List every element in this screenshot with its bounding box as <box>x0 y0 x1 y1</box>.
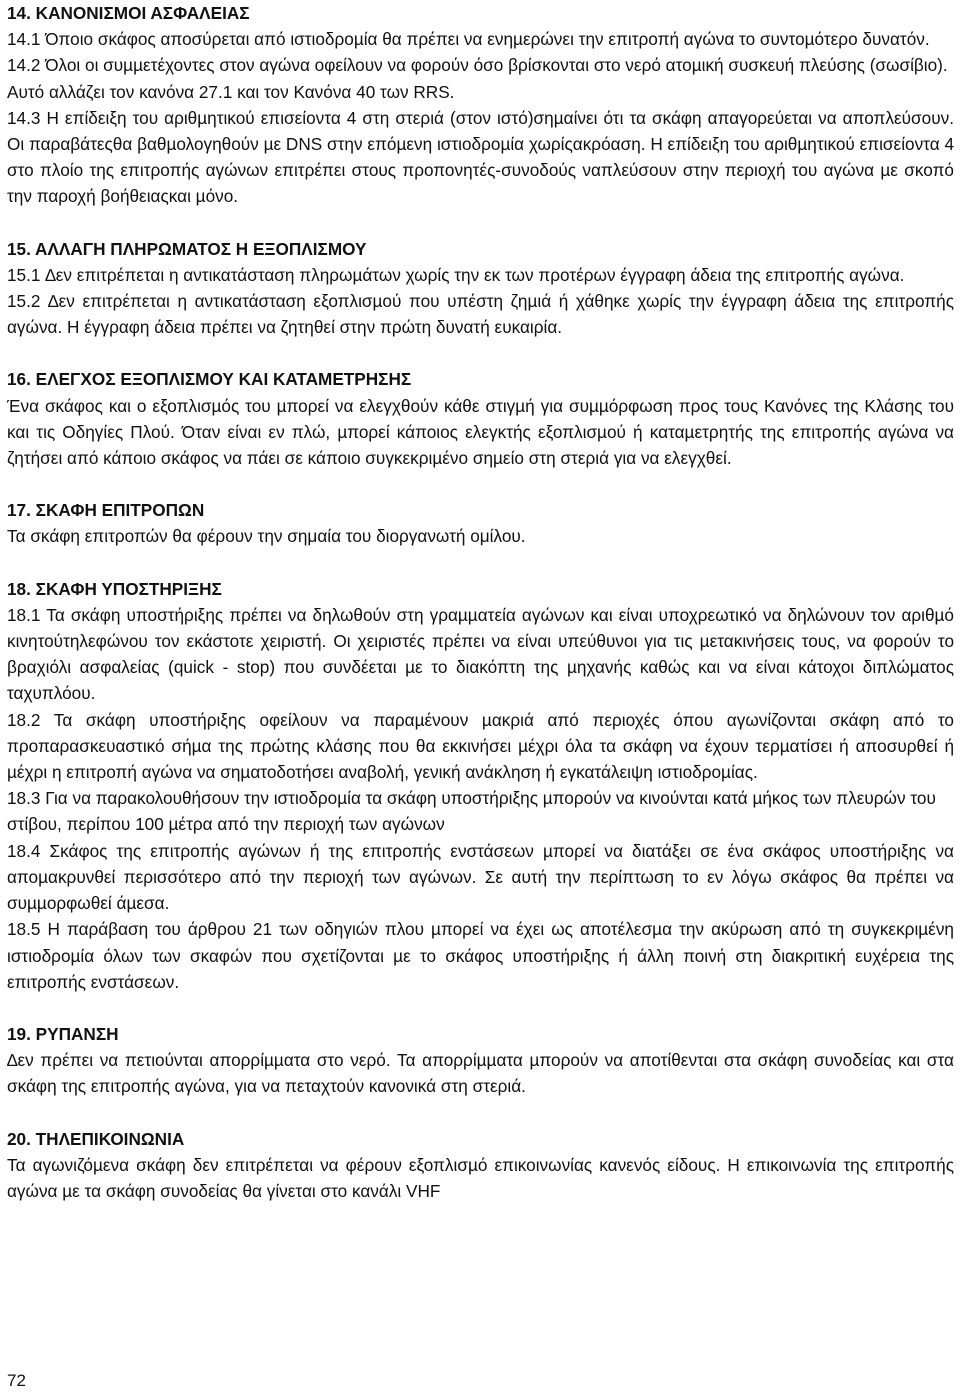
page-number: 72 <box>7 1371 26 1390</box>
rule-18-4: 18.4 Σκάφος της επιτροπής αγώνων ή της επιτροπής ενστάσεων µπορεί να διατάξει σε ένα σκάφος υποστήριξης να αποµακρυνθεί περισσότερο από την περιοχή των αγώνων. Σε αυτή την περίπτωση το εν λόγω σκάφος θα πρέπει να συµµορφωθεί άµεσα. <box>7 840 954 914</box>
rule-15-1: 15.1 ∆εν επιτρέπεται η αντικατάσταση πληρωµάτων χωρίς την εκ των προτέρων έγγραφη άδεια της επιτροπής αγώνα. <box>7 264 905 285</box>
spacer <box>7 995 954 1021</box>
spacer <box>7 550 954 576</box>
section-15-heading: 15. ΑΛΛΑΓΗ ΠΛΗΡΩΜΑΤΟΣ Η ΕΞΟΠΛΙΣΜΟΥ <box>7 238 367 259</box>
section-14-heading: 14. ΚΑΝΟΝΙΣΜΟΙ ΑΣΦΑΛΕΙΑΣ <box>7 3 250 23</box>
spacer <box>7 471 954 497</box>
section-16-heading: 16. ΕΛΕΓΧΟΣ ΕΞΟΠΛΙΣΜΟΥ ΚΑΙ ΚΑΤΑΜΕΤΡΗΣΗΣ <box>7 369 412 390</box>
rule-18-3: 18.3 Για να παρακολουθήσουν την ιστιοδροµία τα σκάφη υποστήριξης µπορούν να κινούνται κατά µήκος των πλευρών του στίβου, περίπου 100 µέτρα από την περιοχή των αγώνων <box>7 788 936 835</box>
rule-18-1: 18.1 Τα σκάφη υποστήριξης πρέπει να δηλωθούν στη γραµµατεία αγώνων και είναι υποχρεωτικό να δηλώνουν τον αριθµό κινητούτηλεφώνου τον εκάστοτε χειριστή. Οι χειριστές πρέπει να είναι υπεύθυνοι για τις µετακινήσεις τους, να φορούν το βραχιόλι ασφαλείας (quick - stop) που συνδέεται µε το διακόπτη της µηχανής καθώς και να είναι κάτοχοι διπλώµατος ταχυπλόου. <box>7 604 954 704</box>
section-19-heading: 19. ΡΥΠΑΝΣΗ <box>7 1023 119 1044</box>
rule-19-text: ∆εν πρέπει να πετιούνται απορρίµµατα στο νερό. Τα απορρίµµατα µπορούν να αποτίθενται στα σκάφη συνοδείας και στα σκάφη της επιτροπής αγώνα, για να πεταχτούν κανονικά στη στεριά. <box>7 1050 954 1097</box>
section-18-heading: 18. ΣΚΑΦΗ ΥΠΟΣΤΗΡΙΞΗΣ <box>7 578 222 599</box>
rule-14-2: 14.2 Όλοι οι συµµετέχοντες στον αγώνα οφείλουν να φορούν όσο βρίσκονται στο νερό ατοµική συσκευή πλεύσης (σωσίβιο). Αυτό αλλάζει τον κανόνα 27.1 και τον Κανόνα 40 των RRS. <box>7 55 948 102</box>
rule-17-text: Τα σκάφη επιτροπών θα φέρουν την σημαία του διοργανωτή ομίλου. <box>7 526 526 547</box>
rule-14-3: 14.3 Η επίδειξη του αριθµητικού επισείοντα 4 στη στεριά (στον ιστό)σηµαίνει ότι τα σκάφη απαγορεύεται να αποπλεύσουν. Οι παραβάτεςθα βαθµολογηθούν µε DNS στην επόµενη ιστιοδροµία χωρίςακρόαση. Η επίδειξη του αριθµητικού επισείοντα 4 στο πλοίο της επιτροπής αγώνων επιτρέπει στους προπονητές-συνοδούς ναπλεύσουν στην περιοχή του αγώνα µε σκοπό την παροχή βοήθειαςκαι µόνο. <box>7 107 954 207</box>
section-17-heading: 17. ΣΚΑΦΗ ΕΠΙΤΡΟΠΩΝ <box>7 500 205 521</box>
spacer <box>7 340 954 366</box>
spacer <box>7 210 954 236</box>
rule-15-2: 15.2 ∆εν επιτρέπεται η αντικατάσταση εξοπλισµού που υπέστη ζηµιά ή χάθηκε χωρίς την έγγραφη άδεια της επιτροπής αγώνα. Η έγγραφη άδεια πρέπει να ζητηθεί στην πρώτη δυνατή ευκαιρία. <box>7 291 954 338</box>
document-page <box>7 0 954 1204</box>
spacer <box>7 1100 954 1126</box>
rule-16-text: Ένα σκάφος και ο εξοπλισµός του µπορεί να ελεγχθούν κάθε στιγµή για συµµόρφωση προς τους Κανόνες της Κλάσης του και τις Οδηγίες Πλού. Όταν είναι εν πλώ, µπορεί κάποιος ελεγκτής εξοπλισµού ή καταµετρητής της επιτροπής αγώνα να ζητήσει από κάποιο σκάφος να πάει σε κάποιο συγκεκριµένο σηµείο στη στεριά για να ελεγχθεί. <box>7 395 954 469</box>
rule-20-text: Τα αγωνιζόµενα σκάφη δεν επιτρέπεται να φέρουν εξοπλισµό επικοινωνίας κανενός είδους. Η επικοινωνία της επιτροπής αγώνα µε τα σκάφη συνοδείας θα γίνεται στο κανάλι VHF <box>7 1154 954 1201</box>
section-20-heading: 20. ΤΗΛΕΠΙΚΟΙΝΩΝΙΑ <box>7 1128 185 1149</box>
rule-14-1: 14.1 Όποιο σκάφος αποσύρεται από ιστιοδροµία θα πρέπει να ενηµερώνει την επιτροπή αγώνα το συντοµότερο δυνατόν. <box>7 29 930 50</box>
rule-18-5: 18.5 Η παράβαση του άρθρου 21 των οδηγιών πλου µπορεί να έχει ως αποτέλεσµα την ακύρωση από τη συγκεκριµένη ιστιοδροµία όλων των σκαφών που σχετίζονται µε το σκάφος υποστήριξης ή άλλη ποινή στη διακριτική ευχέρεια της επιτροπής ενστάσεων. <box>7 919 954 992</box>
rule-18-2: 18.2 Τα σκάφη υποστήριξης οφείλουν να παραµένουν µακριά από περιοχές όπου αγωνίζονται σκάφη από το προπαρασκευαστικό σήµα της πρώτης κλάσης που θα εκκινήσει µέχρι όλα τα σκάφη να έχουν τερµατίσει ή αποσυρθεί ή µέχρι η επιτροπή αγώνα να σηµατοδοτήσει αναβολή, γενική ανάκληση ή εγκατάλειψη ιστιοδροµίας. <box>7 709 954 783</box>
